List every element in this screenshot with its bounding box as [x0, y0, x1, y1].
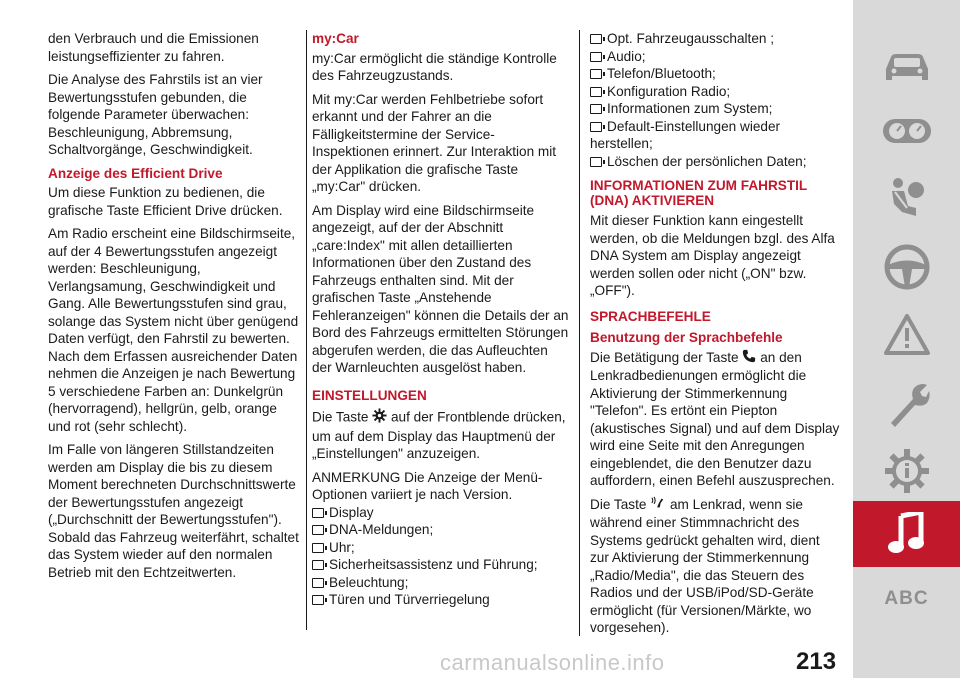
- list-item: [590, 100, 840, 118]
- square-bullet-icon: [312, 595, 324, 605]
- paragraph: Am Radio erscheint eine Bildschirmseite, auf der 4 Bewertungsstufen angezeigt werden: Beschleunigung, Verlangsamung, Geschwindigkeit und Gang. Alle Bewertungsstufen sind grau, solange das System nicht über genügend Daten verfügt, den Fahrstil zu bewerten. Nach dem Erfassen ausreichender Daten nehmen die Anzeigen je nach Bewertung 5 verschiedene Farben an: Dunkelgrün (hervorragend), hellgrün, gelb, orange und rot (sehr schlecht).: [48, 226, 299, 434]
- list-item-label: DNA-Meldungen;: [329, 522, 434, 537]
- settings-gear-icon: [372, 408, 387, 428]
- section-heading: Anzeige des Efficient Drive: [48, 165, 223, 181]
- column-divider: [306, 30, 307, 630]
- phone-icon: [742, 349, 756, 368]
- settings-list: [312, 504, 570, 609]
- section-heading: INFORMATIONEN ZUM FAHRSTIL (DNA) AKTIVIEREN: [590, 178, 807, 208]
- list-item-label: Sicherheitsassistenz und Führung;: [329, 557, 538, 572]
- chapter-sidebar: [853, 0, 960, 678]
- list-item: [312, 539, 570, 557]
- paragraph: Die Analyse des Fahrstils ist an vier Bewertungsstufen gebunden, die folgende Parameter überwachen: Beschleunigung, Abbremsung, Schaltvorgänge, Geschwindigkeit.: [48, 72, 263, 157]
- chapter-tab-driving[interactable]: [853, 236, 960, 298]
- square-bullet-icon: [312, 578, 324, 588]
- square-bullet-icon: [312, 525, 324, 535]
- list-item-label: Audio;: [607, 48, 646, 64]
- chapter-tab-warnings[interactable]: [853, 304, 960, 366]
- dashboard-gauges-icon: [880, 113, 934, 149]
- car-icon: [880, 47, 934, 87]
- settings-list-continued: [590, 30, 840, 170]
- list-item: [590, 30, 840, 48]
- section-heading: my:Car: [312, 31, 359, 46]
- square-bullet-icon: [312, 560, 324, 570]
- paragraph-text: auf der Frontblende drücken, um auf dem Display das Hauptmenü der „Einstellungen" anzuzeigen.: [312, 409, 566, 461]
- paragraph-text: an den Lenkradbedienungen ermöglicht die Aktivierung der Stimmerkennung "Telefon". Es ertönt ein Piepton (akustisches Signal) und auf dem Display wird eine Seite mit den Anregungen eingeblendet, die den Benutzer dazu auffordern, einen Befehl auszusprechen.: [590, 349, 840, 489]
- chapter-tab-car[interactable]: [853, 36, 960, 98]
- square-bullet-icon: [590, 34, 602, 44]
- list-item: [590, 48, 840, 66]
- list-item: [590, 83, 840, 101]
- square-bullet-icon: [312, 508, 324, 518]
- square-bullet-icon: [312, 543, 324, 553]
- column-1: [48, 30, 300, 587]
- subsection-heading: Benutzung der Sprachbefehle: [590, 330, 783, 345]
- section-heading: EINSTELLUNGEN: [312, 387, 427, 403]
- list-item: [312, 574, 570, 592]
- column-2: [312, 30, 570, 609]
- paragraph: Im Falle von längeren Stillstandzeiten werden am Display die bis zu diesem Moment berechneten Durchschnittswerte der Bewertungsstufen angezeigt („Durchschnitt der Bewertungsstufen"). Sobald das Fahrzeug weiterfährt, schaltet das System wieder auf den normalen Betrieb mit den Echtzeitwerten.: [48, 442, 299, 580]
- paragraph: Mit dieser Funktion kann eingestellt werden, ob die Meldungen bzgl. des Alfa DNA System am Display angezeigt werden sollen oder nicht („ON" bzw. „OFF").: [590, 213, 835, 298]
- paragraph: Am Display wird eine Bildschirmseite angezeigt, auf der der Abschnitt „care:Index" mit allen detaillierten Informationen über den Zustand des Fahrzeugs enthalten sind. Mit der grafischen Taste „Anstehende Fehleranzeigen" können die Details der an Bord des Fahrzeugs ermittelten Störungen abgerufen werden, die das Aufleuchten der Warnleuchten ausgelöst haben.: [312, 202, 569, 375]
- list-item-label: Beleuchtung;: [329, 574, 409, 590]
- list-item-label: Default-Einstellungen wieder herstellen;: [590, 118, 781, 151]
- watermark: carmanualsonline.info: [440, 650, 665, 675]
- square-bullet-icon: [590, 104, 602, 114]
- chapter-tab-maintenance[interactable]: [853, 372, 960, 434]
- column-3: [590, 30, 840, 643]
- paragraph-text: Die Betätigung der Taste: [590, 349, 739, 365]
- list-item: [590, 118, 840, 153]
- wrench-icon: [883, 379, 931, 427]
- list-item: [590, 153, 840, 171]
- warning-triangle-icon: [883, 313, 931, 357]
- paragraph: den Verbrauch und die Emissionen leistungseffizienter zu fahren.: [48, 31, 259, 64]
- chapter-tab-safety[interactable]: [853, 168, 960, 230]
- paragraph-text: Die Taste: [590, 496, 647, 512]
- square-bullet-icon: [590, 52, 602, 62]
- column-divider: [579, 30, 580, 636]
- paragraph: [312, 408, 570, 463]
- paragraph-text: am Lenkrad, wenn sie während einer Stimmnachricht des Systems gedrückt gehalten wird, dient zur Aktivierung der Stimmerkennung „Radio/Media", die das Steuern des Radios und der USB/iPod/SD-Geräte ermöglicht (für Versionen/Märkte, wo vorgesehen).: [590, 496, 820, 636]
- list-item-label: Konfiguration Radio;: [607, 83, 731, 99]
- list-item: [312, 556, 570, 574]
- gear-info-icon: [883, 447, 931, 495]
- square-bullet-icon: [590, 69, 602, 79]
- square-bullet-icon: [590, 122, 602, 132]
- paragraph: [590, 496, 840, 637]
- list-item-label: Löschen der persönlichen Daten;: [607, 153, 807, 169]
- steering-wheel-icon: [884, 244, 930, 290]
- list-item: [312, 521, 570, 539]
- section-heading: SPRACHBEFEHLE: [590, 308, 711, 324]
- paragraph: ANMERKUNG Die Anzeige der Menü-Optionen variiert je nach Version.: [312, 469, 543, 502]
- list-item: [312, 504, 570, 522]
- abc-index-label: ABC: [884, 588, 929, 609]
- paragraph: [590, 349, 840, 490]
- list-item-label: Türen und Türverriegelung: [329, 592, 490, 607]
- chapter-tab-technical-data[interactable]: [853, 440, 960, 502]
- voice-command-icon: [650, 496, 666, 515]
- list-item: [590, 65, 840, 83]
- paragraph-text: Die Taste: [312, 409, 369, 425]
- list-item-label: Opt. Fahrzeugausschalten ;: [607, 31, 774, 46]
- paragraph: Um diese Funktion zu bedienen, die grafische Taste Efficient Drive drücken.: [48, 185, 283, 218]
- list-item-label: Informationen zum System;: [607, 101, 773, 116]
- seatbelt-airbag-icon: [882, 174, 932, 224]
- list-item: [312, 591, 570, 609]
- paragraph: my:Car ermöglicht die ständige Kontrolle des Fahrzeugzustands.: [312, 50, 557, 83]
- list-item-label: Telefon/Bluetooth;: [607, 66, 716, 81]
- list-item-label: Display: [329, 504, 374, 520]
- music-note-icon: [887, 512, 927, 556]
- page-number: 213: [796, 648, 837, 675]
- chapter-tab-dashboard[interactable]: [853, 100, 960, 162]
- chapter-tab-index[interactable]: [853, 568, 960, 630]
- chapter-tab-multimedia[interactable]: [853, 501, 960, 567]
- square-bullet-icon: [590, 157, 602, 167]
- list-item-label: Uhr;: [329, 539, 355, 555]
- square-bullet-icon: [590, 87, 602, 97]
- paragraph: Mit my:Car werden Fehlbetriebe sofort erkannt und der Fahrer an die Fälligkeitstermine der Service-Inspektionen erinnert. Zur Interaktion mit der Applikation die grafische Taste „my:Car" drücken.: [312, 91, 557, 194]
